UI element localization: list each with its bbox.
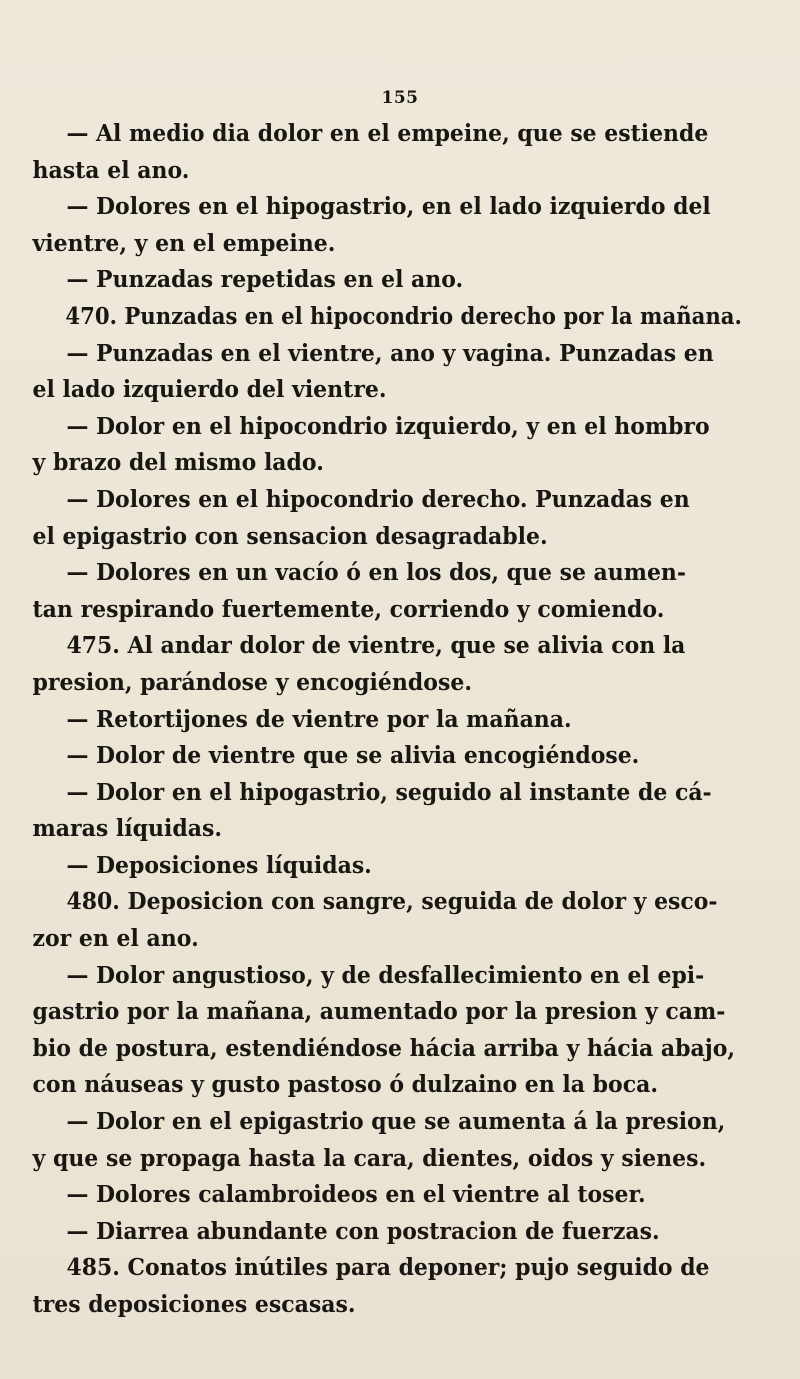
paragraph — [34, 1177, 776, 1214]
text-line: — Al medio dia dolor en el empeine, que se estiende — [66, 120, 709, 147]
paragraph — [34, 262, 776, 299]
text-line: — Dolor en el hipocondrio izquierdo, y en el hombro — [66, 412, 710, 440]
text-line: — Dolores en el hipogastrio, en el lado izquierdo del — [66, 193, 711, 221]
paragraph — [34, 702, 776, 739]
paragraph — [34, 958, 776, 1104]
paragraph — [34, 1104, 776, 1177]
text-line: — Dolores calambroideos en el vientre al toser. — [66, 1181, 646, 1209]
text-line: bio de postura, estendiéndose hácia arriba y hácia abajo, — [32, 1034, 736, 1062]
text-line: — Deposiciones líquidas. — [66, 851, 372, 879]
text-line: — Retortijones de vientre por la mañana. — [66, 705, 572, 733]
text-line: — Punzadas en el vientre, ano y vagina. Punzadas en — [66, 339, 714, 367]
paragraph — [34, 555, 776, 628]
text-line: maras líquidas. — [32, 815, 223, 843]
text-line: — Dolor en el hipogastrio, seguido al instante de cá- — [66, 778, 712, 806]
paragraph — [34, 738, 776, 775]
text-line: el epigastrio con sensacion desagradable. — [32, 522, 548, 550]
text-line: y brazo del mismo lado. — [32, 449, 324, 477]
text-line: — Dolor angustioso, y de desfallecimiento en el epi- — [66, 961, 705, 989]
text-line: vientre, y en el empeine. — [32, 229, 336, 257]
text-line: — Diarrea abundante con postracion de fuerzas. — [66, 1217, 660, 1245]
paragraph — [34, 848, 776, 885]
text-line: tan respirando fuertemente, corriendo y comiendo. — [32, 595, 665, 623]
paragraph — [34, 628, 776, 701]
text-line: 485. Conatos inútiles para deponer; pujo seguido de — [66, 1254, 710, 1282]
paragraph — [34, 1250, 776, 1323]
text-line: — Dolor en el epigastrio que se aumenta á la presion, — [66, 1108, 726, 1136]
paragraph — [34, 116, 776, 189]
text-line: — Dolor de vientre que se alivia encogiéndose. — [66, 742, 640, 770]
paragraph — [34, 482, 776, 555]
paragraph — [34, 189, 776, 262]
text-line: — Dolores en un vacío ó en los dos, que se aumen- — [66, 559, 686, 587]
text-line: con náuseas y gusto pastoso ó dulzaino en la boca. — [32, 1071, 659, 1099]
paragraph — [34, 299, 776, 336]
text-line: 480. Deposicion con sangre, seguida de dolor y esco- — [66, 888, 718, 916]
text-line: hasta el ano. — [32, 156, 190, 184]
paragraph — [34, 775, 776, 848]
text-line: presion, parándose y encogiéndose. — [32, 668, 472, 696]
text-line: gastrio por la mañana, aumentado por la presion y cam- — [32, 998, 726, 1026]
text-line: zor en el ano. — [32, 925, 199, 953]
text-line: el lado izquierdo del vientre. — [32, 376, 387, 404]
page-number: 155 — [381, 88, 419, 108]
page-text — [34, 116, 776, 1324]
text-line: tres deposiciones escasas. — [32, 1291, 356, 1318]
paragraph — [34, 884, 776, 957]
text-line: 475. Al andar dolor de vientre, que se alivia con la — [66, 632, 686, 660]
paragraph — [34, 409, 776, 482]
paragraph — [34, 1214, 776, 1251]
text-line: — Dolores en el hipocondrio derecho. Punzadas en — [66, 485, 690, 513]
text-line: 470. Punzadas en el hipocondrio derecho por la mañana. — [65, 302, 742, 330]
paragraph — [34, 336, 776, 409]
text-line: y que se propaga hasta la cara, dientes, oidos y sienes. — [32, 1144, 707, 1172]
text-line: — Punzadas repetidas en el ano. — [66, 266, 464, 294]
